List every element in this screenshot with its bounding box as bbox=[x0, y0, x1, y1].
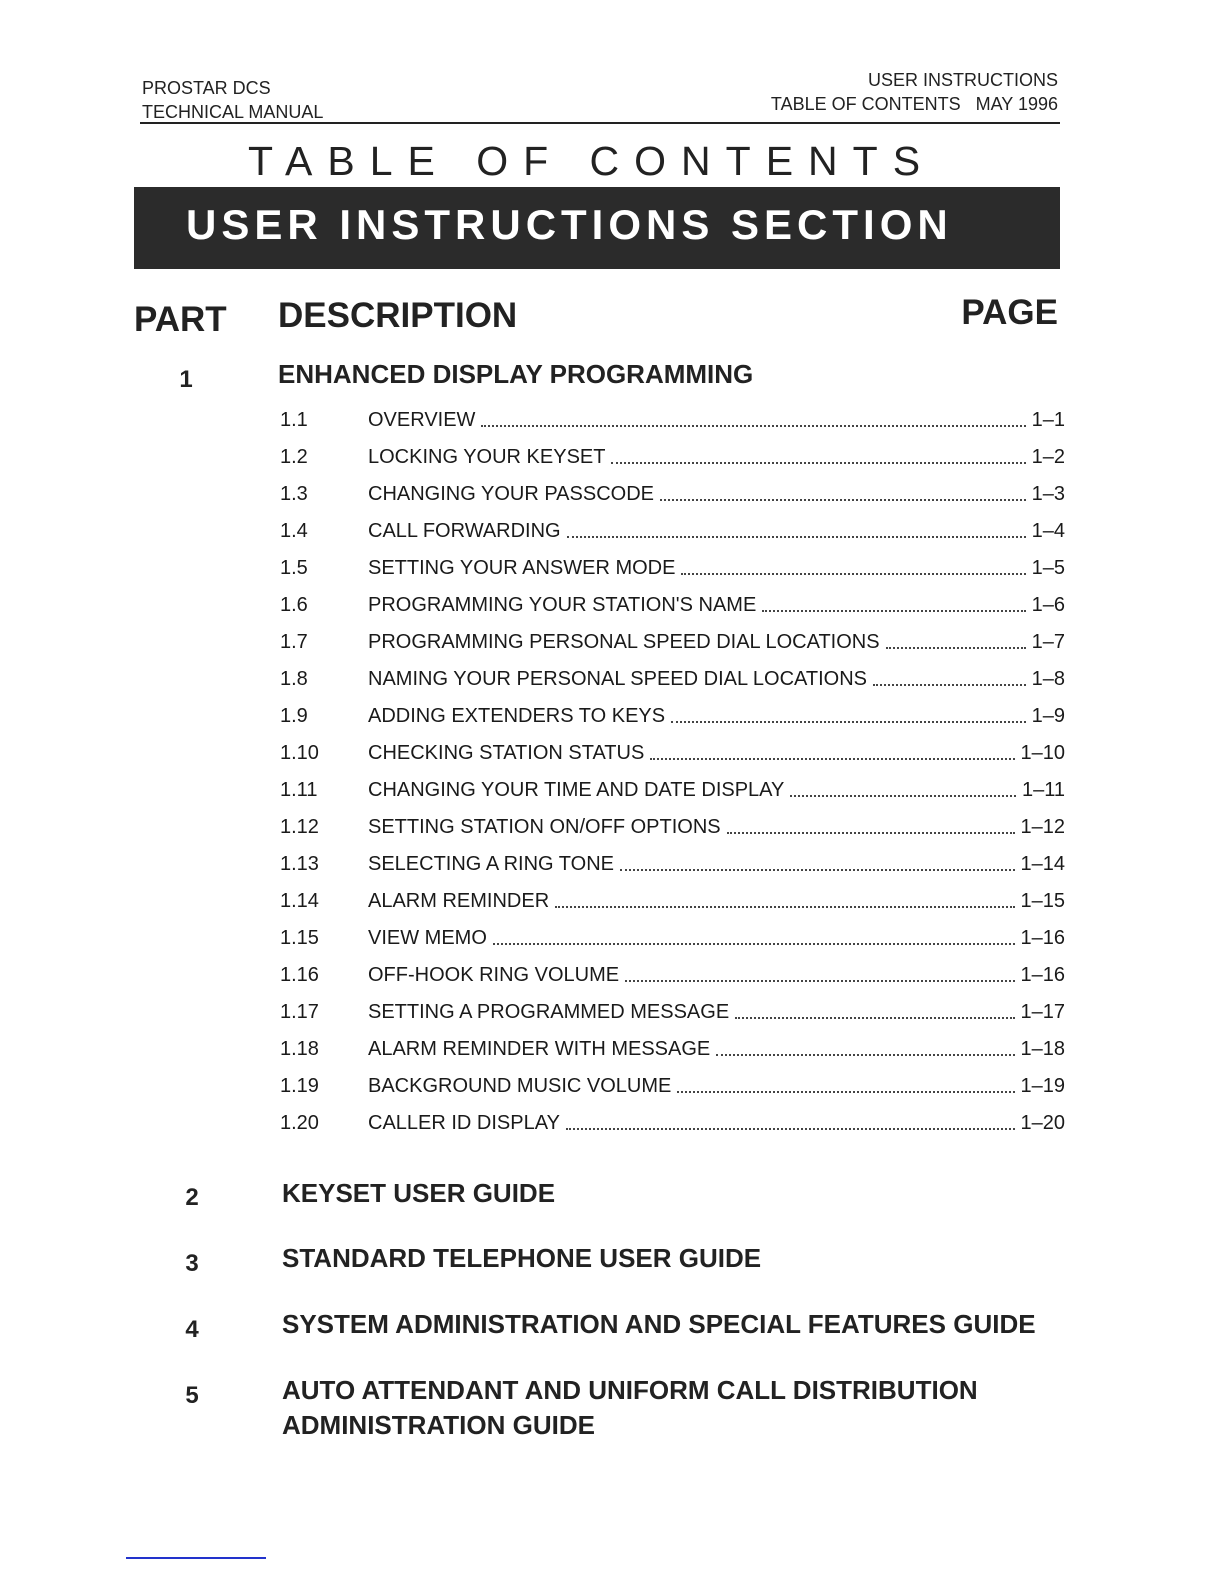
dot-leader bbox=[566, 1128, 1015, 1130]
toc-entry-number: 1.1 bbox=[280, 409, 308, 431]
toc-entry[interactable] bbox=[280, 663, 1065, 691]
dot-leader bbox=[671, 721, 1026, 723]
running-header-right bbox=[771, 68, 1058, 116]
toc-entry[interactable] bbox=[280, 1107, 1065, 1135]
toc-entry-page: 1–10 bbox=[1020, 742, 1065, 764]
toc-entry-page: 1–20 bbox=[1020, 1112, 1065, 1134]
toc-entry-number: 1.6 bbox=[280, 594, 308, 616]
toc-entry-number: 1.18 bbox=[280, 1038, 319, 1060]
toc-entry-page: 1–18 bbox=[1020, 1038, 1065, 1060]
toc-entry-number: 1.3 bbox=[280, 483, 308, 505]
toc-entry-number: 1.14 bbox=[280, 890, 319, 912]
toc-entry[interactable] bbox=[280, 959, 1065, 987]
dot-leader bbox=[555, 906, 1014, 908]
toc-entry-page: 1–5 bbox=[1031, 557, 1065, 579]
toc-entry-page: 1–1 bbox=[1031, 409, 1065, 431]
toc-entry[interactable] bbox=[280, 996, 1065, 1024]
toc-entry-title: CALLER ID DISPLAY bbox=[368, 1112, 560, 1134]
part-title[interactable]: STANDARD TELEPHONE USER GUIDE bbox=[282, 1243, 762, 1273]
dot-leader bbox=[735, 1017, 1014, 1019]
toc-entry-page: 1–4 bbox=[1031, 520, 1065, 542]
toc-entry-page: 1–15 bbox=[1020, 890, 1065, 912]
part-title-line: AUTO ATTENDANT AND UNIFORM CALL DISTRIBUTION bbox=[282, 1375, 978, 1405]
part-title: ENHANCED DISPLAY PROGRAMMING bbox=[278, 359, 754, 389]
dot-leader bbox=[493, 943, 1015, 945]
toc-entry-page: 1–12 bbox=[1020, 816, 1065, 838]
part-number: 2 bbox=[185, 1184, 199, 1211]
toc-entry-title: SETTING YOUR ANSWER MODE bbox=[368, 557, 676, 579]
running-header-left bbox=[142, 76, 323, 124]
part-number: 3 bbox=[185, 1250, 199, 1277]
dot-leader bbox=[681, 573, 1025, 575]
toc-entry[interactable] bbox=[280, 441, 1065, 469]
toc-entry-title: SETTING A PROGRAMMED MESSAGE bbox=[368, 1001, 730, 1023]
toc-entry-page: 1–9 bbox=[1031, 705, 1065, 727]
toc-entry-number: 1.8 bbox=[280, 668, 308, 690]
toc-entry-number: 1.20 bbox=[280, 1112, 319, 1134]
dot-leader bbox=[790, 795, 1016, 797]
toc-entry-title: OVERVIEW bbox=[368, 409, 476, 431]
product-name: PROSTAR DCS bbox=[142, 78, 271, 98]
toc-entry-number: 1.2 bbox=[280, 446, 308, 468]
part-number: 5 bbox=[185, 1382, 199, 1409]
toc-entry-title: CHANGING YOUR TIME AND DATE DISPLAY bbox=[368, 779, 785, 801]
toc-entry-number: 1.19 bbox=[280, 1075, 319, 1097]
toc-entry-number: 1.7 bbox=[280, 631, 308, 653]
toc-entry-title: ALARM REMINDER bbox=[368, 890, 550, 912]
toc-entry[interactable] bbox=[280, 811, 1065, 839]
dot-leader bbox=[660, 499, 1026, 501]
toc-entry-page: 1–11 bbox=[1021, 779, 1065, 801]
toc-entry-title: BACKGROUND MUSIC VOLUME bbox=[368, 1075, 672, 1097]
column-heading-description: DESCRIPTION bbox=[278, 296, 518, 335]
toc-entry-page: 1–7 bbox=[1031, 631, 1065, 653]
dot-leader bbox=[567, 536, 1026, 538]
toc-entry-page: 1–19 bbox=[1020, 1075, 1065, 1097]
toc-entry[interactable] bbox=[280, 774, 1065, 802]
dot-leader bbox=[677, 1091, 1014, 1093]
toc-entry[interactable] bbox=[280, 552, 1065, 580]
toc-entry-page: 1–3 bbox=[1031, 483, 1065, 505]
toc-entry-number: 1.17 bbox=[280, 1001, 319, 1023]
toc-entry-title: VIEW MEMO bbox=[368, 927, 487, 949]
dot-leader bbox=[762, 610, 1025, 612]
toc-entry[interactable] bbox=[280, 404, 1065, 432]
toc-entry[interactable] bbox=[280, 700, 1065, 728]
toc-entry-title: CHECKING STATION STATUS bbox=[368, 742, 645, 764]
toc-entry-number: 1.12 bbox=[280, 816, 319, 838]
toc-entry-page: 1–16 bbox=[1020, 927, 1065, 949]
toc-entry-title: PROGRAMMING PERSONAL SPEED DIAL LOCATIONS bbox=[368, 631, 880, 653]
toc-entry-title: SELECTING A RING TONE bbox=[368, 853, 614, 875]
part-title[interactable]: SYSTEM ADMINISTRATION AND SPECIAL FEATURES GUIDE bbox=[282, 1309, 1036, 1339]
dot-leader bbox=[716, 1054, 1014, 1056]
toc-entry-number: 1.13 bbox=[280, 853, 319, 875]
toc-entry-title: ADDING EXTENDERS TO KEYS bbox=[368, 705, 666, 727]
toc-entry-page: 1–2 bbox=[1031, 446, 1065, 468]
toc-entry[interactable] bbox=[280, 1033, 1065, 1061]
section-date: TABLE OF CONTENTS MAY 1996 bbox=[770, 94, 1058, 114]
toc-entry[interactable] bbox=[280, 589, 1065, 617]
toc-entry[interactable] bbox=[280, 922, 1065, 950]
dot-leader bbox=[620, 869, 1015, 871]
dot-leader bbox=[611, 462, 1025, 464]
dot-leader bbox=[873, 684, 1026, 686]
toc-entry-title: NAMING YOUR PERSONAL SPEED DIAL LOCATIONS bbox=[368, 668, 868, 690]
section-name: USER INSTRUCTIONS bbox=[867, 70, 1058, 90]
toc-entry[interactable] bbox=[280, 885, 1065, 913]
part-number: 1 bbox=[179, 366, 193, 393]
column-heading-page: PAGE bbox=[961, 293, 1058, 332]
part-title-line: ADMINISTRATION GUIDE bbox=[282, 1410, 595, 1440]
header-rule bbox=[140, 122, 1060, 124]
toc-entry-page: 1–8 bbox=[1031, 668, 1065, 690]
page-title: TABLE OF CONTENTS bbox=[248, 138, 936, 184]
toc-entry-title: OFF-HOOK RING VOLUME bbox=[368, 964, 620, 986]
toc-entry-title: ALARM REMINDER WITH MESSAGE bbox=[368, 1038, 711, 1060]
toc-entry[interactable] bbox=[280, 478, 1065, 506]
toc-entry-page: 1–14 bbox=[1020, 853, 1065, 875]
toc-entry[interactable] bbox=[280, 515, 1065, 543]
toc-entry-number: 1.16 bbox=[280, 964, 319, 986]
toc-entry-page: 1–16 bbox=[1020, 964, 1065, 986]
dot-leader bbox=[727, 832, 1015, 834]
toc-entry-number: 1.10 bbox=[280, 742, 319, 764]
footer-rule bbox=[126, 1557, 266, 1559]
part-title[interactable] bbox=[282, 1373, 978, 1443]
manual-name: TECHNICAL MANUAL bbox=[142, 102, 324, 122]
column-heading-part: PART bbox=[134, 300, 227, 339]
toc-entry-title: CALL FORWARDING bbox=[368, 520, 561, 542]
toc-entry-title: SETTING STATION ON/OFF OPTIONS bbox=[368, 816, 721, 838]
toc-entry-title: CHANGING YOUR PASSCODE bbox=[368, 483, 654, 505]
toc-entry-title: PROGRAMMING YOUR STATION'S NAME bbox=[368, 594, 757, 616]
dot-leader bbox=[481, 425, 1025, 427]
toc-entry[interactable] bbox=[280, 848, 1065, 876]
toc-entry-number: 1.15 bbox=[280, 927, 319, 949]
toc-entry-number: 1.9 bbox=[280, 705, 308, 727]
toc-entry-number: 1.4 bbox=[280, 520, 308, 542]
toc-entry-number: 1.5 bbox=[280, 557, 308, 579]
dot-leader bbox=[650, 758, 1014, 760]
part-title[interactable]: KEYSET USER GUIDE bbox=[282, 1178, 556, 1208]
toc-entry[interactable] bbox=[280, 626, 1065, 654]
dot-leader bbox=[886, 647, 1026, 649]
toc-entry-number: 1.11 bbox=[280, 779, 318, 801]
section-banner: USER INSTRUCTIONS SECTION bbox=[134, 187, 1060, 269]
toc-entry[interactable] bbox=[280, 1070, 1065, 1098]
toc-entry-page: 1–6 bbox=[1031, 594, 1065, 616]
toc-entry-title: LOCKING YOUR KEYSET bbox=[368, 446, 606, 468]
dot-leader bbox=[625, 980, 1014, 982]
part-number: 4 bbox=[185, 1316, 199, 1343]
toc-entry-page: 1–17 bbox=[1020, 1001, 1065, 1023]
toc-entry[interactable] bbox=[280, 737, 1065, 765]
